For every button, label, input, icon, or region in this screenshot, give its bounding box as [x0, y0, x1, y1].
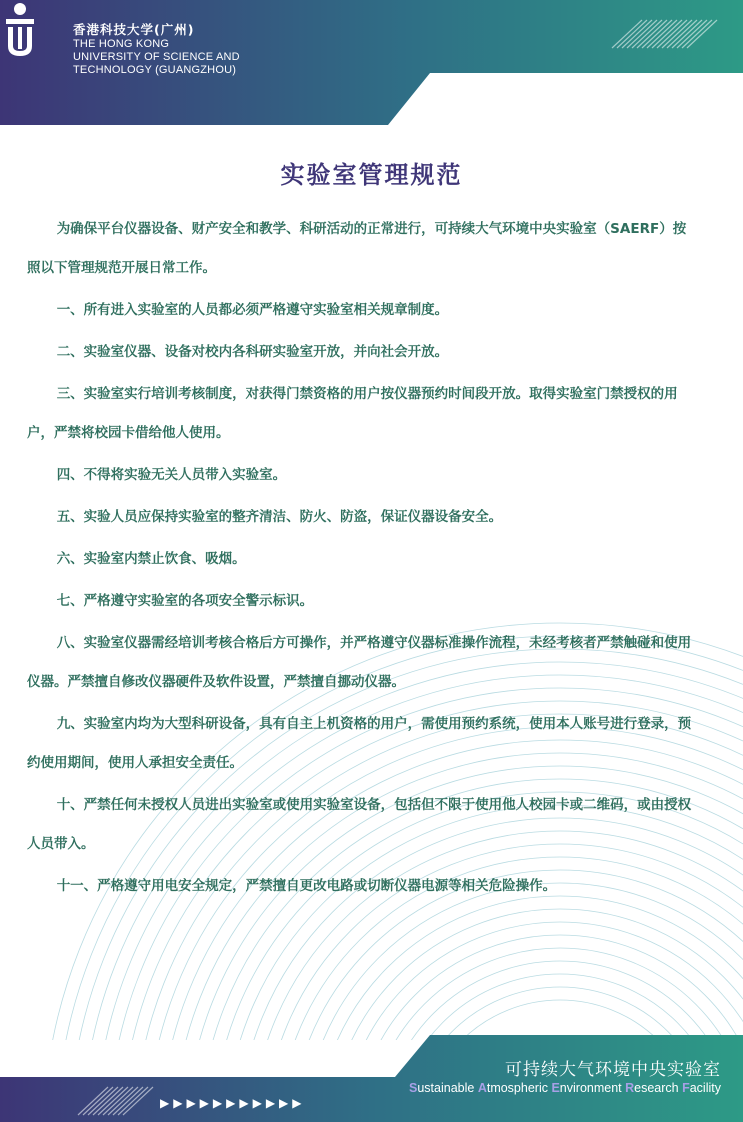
word-rest: tmospheric: [486, 1081, 552, 1095]
university-name-en-line: THE HONG KONG: [73, 38, 170, 50]
decorative-arc: [342, 922, 743, 1040]
decorative-arc: [368, 948, 743, 1040]
word-initial: F: [682, 1081, 690, 1095]
university-name-cn: 香港科技大学(广州): [73, 22, 195, 37]
rule-item: 四、不得将实验无关人员带入实验室。: [56, 467, 287, 483]
facility-name-cn: 可持续大气环境中央实验室: [505, 1060, 721, 1080]
university-name-en-line: TECHNOLOGY (GUANGZHOU): [73, 64, 237, 76]
word-rest: nvironment: [559, 1081, 626, 1095]
arrow-decoration-icon: ▶▶▶▶▶▶▶▶▶▶▶: [160, 1096, 306, 1110]
university-name: [73, 22, 240, 77]
rule-item: 一、所有进入实验室的人员都必须严格遵守实验室相关规章制度。: [56, 302, 449, 318]
rule-item: 十、严禁任何未授权人员进出实验室或使用实验室设备，包括但不限于使用他人校园卡或二维码，或由授权人员带入。: [27, 797, 692, 852]
decorative-arc: [394, 974, 726, 1040]
university-name-en-line: UNIVERSITY OF SCIENCE AND: [73, 51, 240, 63]
rule-item: 八、实验室仪器需经培训考核合格后方可操作，并严格遵守仪器标准操作流程，未经考核者严禁触碰和使用仪器。严禁擅自修改仪器硬件及软件设置，严禁擅自挪动仪器。: [27, 635, 692, 690]
regulations-body: [27, 210, 695, 909]
rule-item: 二、实验室仪器、设备对校内各科研实验室开放，并向社会开放。: [56, 344, 449, 360]
word-rest: acility: [689, 1081, 721, 1095]
facility-name-en: [409, 1081, 721, 1095]
university-logo-icon: [0, 0, 40, 60]
word-rest: esearch: [634, 1081, 683, 1095]
rule-item: 六、实验室内禁止饮食、吸烟。: [56, 551, 246, 567]
rule-item: 十一、严格遵守用电安全规定，严禁擅自更改电路或切断仪器电源等相关危险操作。: [56, 878, 557, 894]
page-title: 实验室管理规范: [280, 161, 463, 189]
rule-item: 五、实验人员应保持实验室的整齐清洁、防火、防盗，保证仪器设备安全。: [56, 509, 503, 525]
rule-item: 三、实验室实行培训考核制度，对获得门禁资格的用户按仪器预约时间段开放。取得实验室门禁授权的用户，严禁将校园卡借给他人使用。: [27, 386, 678, 441]
word-rest: ustainable: [417, 1081, 478, 1095]
word-initial: S: [409, 1081, 418, 1095]
word-initial: A: [477, 1081, 487, 1095]
rule-item: 九、实验室内均为大型科研设备，具有自主上机资格的用户，需使用预约系统，使用本人账号进行登录，预约使用期间，使用人承担安全责任。: [27, 716, 692, 771]
decorative-arc: [316, 896, 743, 1040]
word-initial: E: [551, 1081, 560, 1095]
word-initial: R: [625, 1081, 635, 1095]
rule-item: 七、严格遵守实验室的各项安全警示标识。: [56, 593, 314, 609]
header-banner: [0, 0, 743, 125]
decorative-arc: [381, 961, 739, 1040]
footer-banner: [0, 1035, 743, 1122]
intro-paragraph: 为确保平台仪器设备、财产安全和教学、科研活动的正常进行，可持续大气环境中央实验室（SAERF）按照以下管理规范开展日常工作。: [27, 221, 687, 276]
